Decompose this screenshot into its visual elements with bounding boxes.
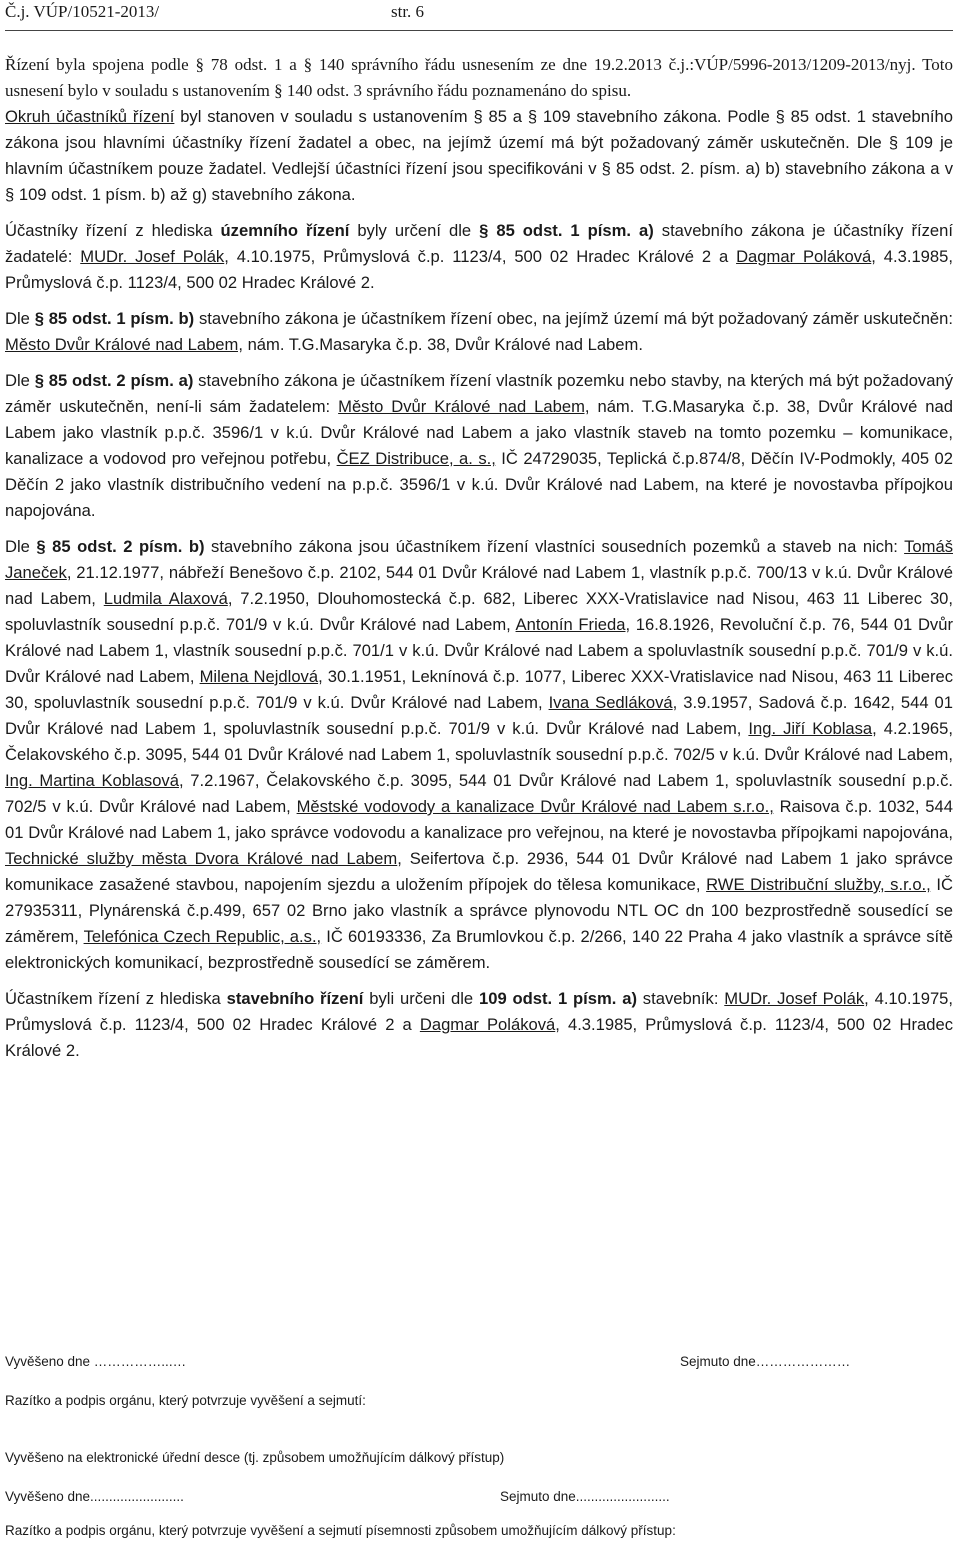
- paragraph-text: stavebník:: [636, 989, 725, 1008]
- paragraph-text: , 4.10.1975, Průmyslová č.p. 1123/4, 500 02 Hradec Králové 2 a: [224, 247, 737, 266]
- participant-name: ČEZ Distribuce, a. s.,: [336, 449, 496, 468]
- participant-name: Město Dvůr Králové nad Labem,: [5, 335, 243, 354]
- participant-name: Telefónica Czech Republic, a.s.,: [83, 927, 322, 946]
- document-body: [5, 52, 953, 1064]
- paragraph-text: Účastníky řízení z hlediska: [5, 221, 221, 240]
- participant-name: Ludmila Alaxová: [103, 589, 228, 608]
- bold-term: stavebního řízení: [226, 989, 364, 1008]
- paragraph-text: stavebního zákona je účastníkem řízení vlastník pozemku nebo stavby, na kterých má být požadovaný záměr uskutečněn, není-li sám žadatelem:: [5, 371, 953, 416]
- legal-reference: § 85 odst. 1 písm. a): [479, 221, 654, 240]
- removed-date-field: Sejmuto dne…………………: [680, 1354, 851, 1369]
- paragraph-text: , 7.2.1967, Čelakovského č.p. 3095, 544 01 Dvůr Králové nad Labem 1, spoluvlastník sousední p.p.č. 702/5 v k.ú. Dvůr Králové nad Labem,: [5, 771, 953, 816]
- paragraph-text: Raisova č.p. 1032, 544 01 Dvůr Králové nad Labem 1, jako správce vodovodu a kanalizace pro veřejnou, na které je novostavba přípojkami napojována,: [5, 797, 953, 842]
- paragraph-proceedings-joined: Řízení byla spojena podle § 78 odst. 1 a § 140 správního řádu usnesením ze dne 19.2.2013 č.j.:VÚP/5996-2013/1209-2013/nyj. Toto usnesení bylo v souladu s ustanovením § 140 odst. 3 správního řádu poznamenáno do spisu.: [5, 55, 953, 100]
- paragraph-text: nám. T.G.Masaryka č.p. 38, Dvůr Králové nad Labem.: [242, 335, 643, 354]
- paragraph-text: , 4.2.1965, Čelakovského č.p. 3095, 544 01 Dvůr Králové nad Labem 1, spoluvlastník sousední p.p.č. 702/5 v k.ú. Dvůr Králové nad Labem,: [5, 719, 953, 764]
- removed-date-field-electronic: Sejmuto dne.........................: [500, 1489, 670, 1504]
- participant-name: Město Dvůr Králové nad Labem,: [338, 397, 590, 416]
- electronic-board-note: Vyvěšeno na elektronické úřední desce (tj. způsobem umožňujícím dálkový přístup): [5, 1450, 505, 1465]
- legal-reference: § 85 odst. 1 písm. b): [34, 309, 195, 328]
- electronic-stamp-signature-label: Razítko a podpis orgánu, který potvrzuje vyvěšení a sejmutí písemnosti způsobem umožňujícím dálkový přístup:: [5, 1523, 676, 1538]
- paragraph-text: , 16.8.1926, Revoluční č.p. 76, 544 01 Dvůr Králové nad Labem 1, vlastník sousední p.p.č. 701/1 v k.ú. Dvůr Králové nad Labem a spoluvlastník sousední p.p.č. 701/9 v k.ú. Dvůr Králové nad Labem,: [5, 615, 953, 686]
- legal-reference: 109 odst. 1 písm. a): [478, 989, 637, 1008]
- paragraph-text: IČ 24729035, Teplická č.p.874/8, Děčín IV-Podmokly, 405 02 Děčín 2 jako vlastník distribučního vedení na p.p.č. 3596/1 v k.ú. Dvůr Králové nad Labem, na které je novostavba přípojkou napojována.: [5, 449, 953, 520]
- participant-name: Technické služby města Dvora Králové nad Labem: [5, 849, 398, 868]
- paragraph-text: IČ 27935311, Plynárenská č.p.499, 657 02 Brno jako vlastník a správce plynovodu NTL OC dn 100 bezprostředně sousedící se záměrem,: [5, 875, 953, 946]
- paragraph-text: , 4.10.1975, Průmyslová č.p. 1123/4, 500 02 Hradec Králové 2 a: [5, 989, 954, 1034]
- paragraph-text: Dle: [5, 309, 35, 328]
- paragraph-text: stavebního zákona jsou účastníkem řízení vlastníci sousedních pozemků a staveb na nich:: [204, 537, 905, 556]
- paragraph-building-participants: [5, 986, 953, 1064]
- stamp-signature-label: Razítko a podpis orgánu, který potvrzuje vyvěšení a sejmutí:: [5, 1393, 366, 1408]
- participant-name: Dagmar Poláková: [419, 1015, 556, 1034]
- paragraph-neighbour-participants: [5, 534, 953, 976]
- participant-name: Dagmar Poláková: [736, 247, 872, 266]
- paragraph-text: , 4.3.1985, Průmyslová č.p. 1123/4, 500 02 Hradec Králové 2.: [5, 247, 953, 292]
- posted-date-field-electronic: Vyvěšeno dne.........................: [5, 1489, 184, 1504]
- legal-reference: § 85 odst. 2 písm. b): [36, 537, 205, 556]
- posted-date-field: Vyvěšeno dne ……………...…: [5, 1354, 187, 1369]
- participant-name: MUDr. Josef Polák: [80, 247, 225, 266]
- paragraph-text: , 30.1.1951, Leknínová č.p. 1077, Liberec XXX-Vratislavice nad Nisou, 463 11 Liberec 30, spoluvlastník sousední p.p.č. 701/9 v k.ú. Dvůr Králové nad Labem,: [5, 667, 954, 712]
- paragraph-text: nám. T.G.Masaryka č.p. 38, Dvůr Králové nad Labem jako vlastník p.p.č. 3596/1 v k.ú. Dvůr Králové nad Labem a jako vlastník staveb na tomto pozemku – komunikace, kanalizace a vodovod pro veřejnou potřebu,: [5, 397, 953, 468]
- paragraph-text: , 3.9.1957, Sadová č.p. 1642, 544 01 Dvůr Králové nad Labem 1, spoluvlastník sousední p.p.č. 701/9 v k.ú. Dvůr Králové nad Labem,: [5, 693, 953, 738]
- participant-name: Ing. Jiří Koblasa: [748, 719, 873, 738]
- reference-number: Č.j. VÚP/10521-2013/: [5, 2, 160, 21]
- participant-name: Městské vodovody a kanalizace Dvůr Králové nad Labem s.r.o.,: [296, 797, 774, 816]
- participant-name: Milena Nejdlová: [199, 667, 319, 686]
- participant-name: RWE Distribuční služby, s.r.o.,: [706, 875, 931, 894]
- participant-name: Tomáš Janeček: [5, 537, 953, 582]
- paragraph-land-owner-participants: [5, 368, 953, 524]
- participants-scope-heading: Okruh účastníků řízení: [5, 107, 175, 126]
- participant-name: Ivana Sedláková: [548, 693, 673, 712]
- participant-name: Ing. Martina Koblasová: [5, 771, 179, 790]
- paragraph-text: stavebního zákona je účastníkem řízení obec, na jejímž území má být požadovaný záměr uskutečněn:: [194, 309, 953, 328]
- legal-reference: § 85 odst. 2 písm. a): [34, 371, 194, 390]
- paragraph-text: IČ 60193336, Za Brumlovkou č.p. 2/266, 140 22 Praha 4 jako vlastník a správce sítě elektronických komunikací, bezprostředně sousedící se záměrem.: [5, 927, 953, 972]
- paragraph-participants-scope: [5, 104, 953, 208]
- paragraph-text: stavebního zákona je účastníky řízení žadatelé:: [5, 221, 953, 266]
- participant-name: Antonín Frieda: [515, 615, 626, 634]
- header-divider: [5, 30, 953, 31]
- paragraph-text: Dle: [5, 537, 37, 556]
- paragraph-text: byli určeni dle: [363, 989, 479, 1008]
- paragraph-text: , 4.3.1985, Průmyslová č.p. 1123/4, 500 02 Hradec Králové 2.: [5, 1015, 953, 1060]
- page-header: [5, 0, 953, 24]
- paragraph-municipality-participant: [5, 306, 953, 358]
- bold-term: územního řízení: [220, 221, 350, 240]
- participant-name: MUDr. Josef Polák: [724, 989, 865, 1008]
- paragraph-text: byl stanoven v souladu s ustanovením § 85 a § 109 stavebního zákona. Podle § 85 odst. 1 stavebního zákona jsou hlavními účastníky řízení žadatel a obec, na jejímž území má být požadovaný záměr uskutečněn. Dle § 109 je hlavním účastníkem pouze žadatel. Vedlejší účastníci řízení jsou specifikováni v § 85 odst. 2. písm. a) b) stavebního zákona a v § 109 odst. 1 písm. b) až g) stavebního zákona.: [5, 107, 953, 204]
- paragraph-territorial-participants: [5, 218, 953, 296]
- posting-dates-row: [5, 1353, 953, 1371]
- paragraph-text: , 7.2.1950, Dlouhomostecká č.p. 682, Liberec XXX-Vratislavice nad Nisou, 463 11 Liberec 30, spoluvlastník sousední p.p.č. 701/9 v k.ú. Dvůr Králové nad Labem,: [5, 589, 954, 634]
- paragraph-text: , Seifertova č.p. 2936, 544 01 Dvůr Králové nad Labem 1 jako správce komunikace zasažené stavbou, napojením sjezdu a uložením přípojek do tělesa komunikace,: [5, 849, 953, 894]
- paragraph-text: Účastníkem řízení z hlediska: [5, 989, 227, 1008]
- paragraph-text: , 21.12.1977, nábřeží Benešovo č.p. 2102, 544 01 Dvůr Králové nad Labem 1, vlastník p.p.č. 700/13 v k.ú. Dvůr Králové nad Labem,: [5, 563, 953, 608]
- page-number: str. 6: [391, 2, 425, 21]
- paragraph-text: byly určení dle: [349, 221, 480, 240]
- paragraph-text: Dle: [5, 371, 35, 390]
- electronic-posting-dates-row: [5, 1488, 953, 1506]
